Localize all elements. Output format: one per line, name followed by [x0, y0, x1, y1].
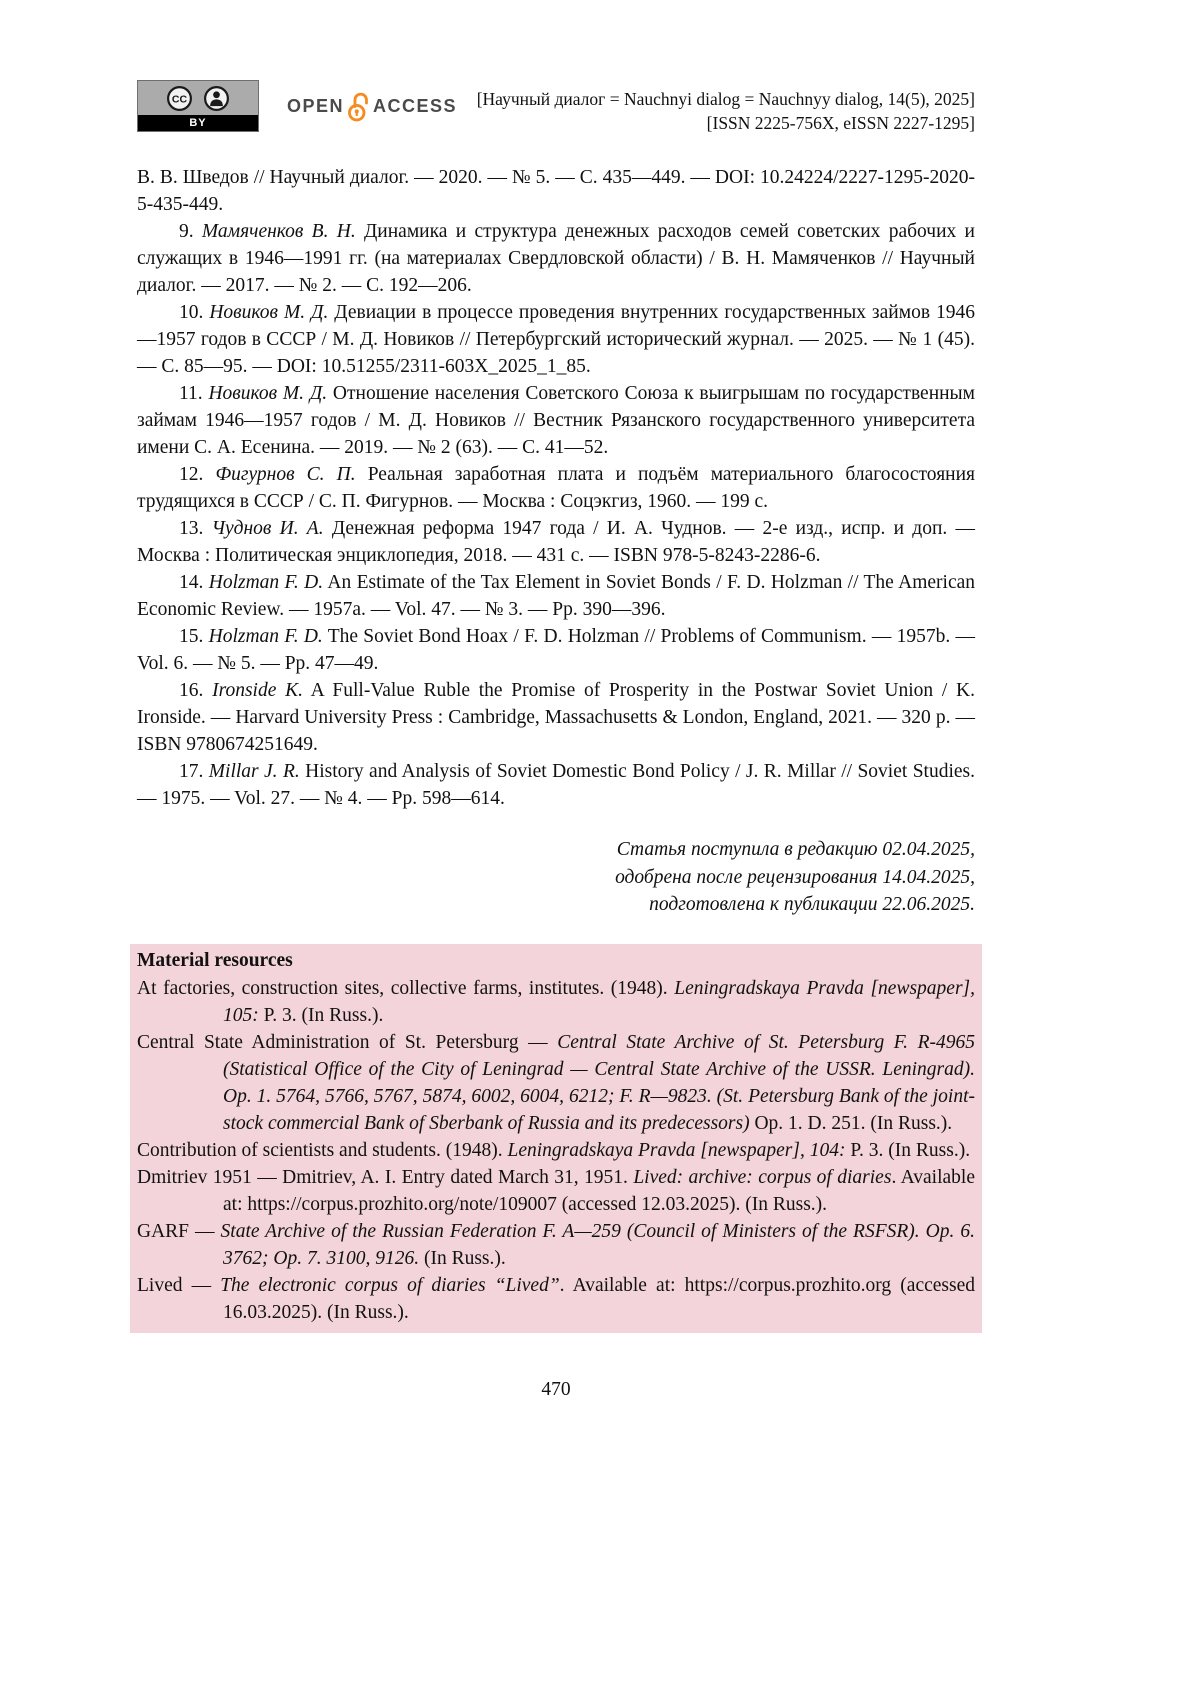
cc-badge-icons [138, 81, 258, 115]
references-list [137, 164, 975, 812]
plain-text: A Full-Value Ruble the Promise of Prosperity in the Postwar Soviet Union / K. Ironside. — Harvard University Press : Cambridge, Massachusetts & London, England, 2021. — 320 p. — ISBN 9780674251649. [137, 680, 976, 755]
plain-text: 15. [179, 626, 209, 647]
plain-text: . Available at: https://corpus.prozhito.org/note/109007 (accessed 12.03.2025). (In Russ.). [223, 1166, 975, 1215]
plain-text: 9. [179, 221, 202, 242]
reference-item [137, 299, 975, 380]
plain-text: Lived — [137, 1274, 221, 1296]
plain-text: Central State Administration of St. Petersburg — [137, 1031, 558, 1053]
material-entry [137, 975, 975, 1029]
open-lock-icon [347, 91, 370, 122]
plain-text: An Estimate of the Tax Element in Soviet Bonds / F. D. Holzman // The American Economic Review. — 1957a. — Vol. 47. — № 3. — Pp. 390—396. [137, 572, 976, 620]
plain-text: 13. [179, 518, 212, 539]
material-entry [137, 1029, 975, 1137]
submission-note [137, 836, 975, 919]
cc-by-label: BY [138, 115, 258, 131]
italic-text: Фигурнов С. П. [215, 464, 356, 485]
plain-text: The Soviet Bond Hoax / F. D. Holzman // Problems of Communism. — 1957b. — Vol. 6. — № 5. — Pp. 47—49. [137, 626, 975, 674]
journal-info [477, 80, 975, 135]
plain-text: 16. [179, 680, 213, 701]
italic-text: Leningradskaya Pravda [newspaper], 105: [223, 977, 975, 1026]
plain-text: GARF — [137, 1220, 221, 1242]
italic-text: Millar J. R. [208, 761, 300, 782]
plain-text: Отношение населения Советского Союза к выигрышам по государственным займам 1946—1957 годов / М. Д. Новиков // Вестник Рязанского государственного университета имени С. А. Есенина. — 2019. — № 2 (63). — С. 41—52. [137, 383, 976, 458]
cc-icon [166, 85, 193, 112]
material-entry [137, 1272, 975, 1326]
italic-text: Мамяченков В. Н. [201, 221, 356, 242]
italic-text: Leningradskaya Pravda [newspaper], 104: [507, 1139, 846, 1161]
page-header [137, 80, 975, 135]
plain-text: Динамика и структура денежных расходов семей советских рабочих и служащих в 1946—1991 гг. (на материалах Свердловской области) / В. Н. Мамяченков // Научный диалог. — 2017. — № 2. — С. 192—206. [137, 221, 975, 296]
submission-date-line: Статья поступила в редакцию 02.04.2025, [616, 839, 975, 860]
reference-item [137, 461, 975, 515]
page-number: 470 [541, 1378, 571, 1400]
plain-text: At factories, construction sites, collective farms, institutes. (1948). [137, 977, 675, 999]
plain-text: (In Russ.). [419, 1247, 506, 1269]
italic-text: Holzman F. D. [208, 572, 324, 593]
plain-text: 14. [179, 572, 209, 593]
italic-text: Lived: archive: corpus of diaries [633, 1166, 892, 1188]
reference-item [137, 623, 975, 677]
submission-date-line: подготовлена к публикации 22.06.2025. [649, 894, 975, 915]
reference-item [137, 164, 975, 218]
license-badges [137, 80, 457, 132]
reference-item [137, 569, 975, 623]
italic-text: Central State Archive of St. Petersburg F. R-4965 (Statistical Office of the City of Leningrad — Central State Archive of the USSR. Leningrad). Op. 1. 5764, 5766, 5767, 5874, 6002, 6004, 6212; F. R—9823. (St. Petersburg Bank of the joint-stock commercial Bank of Sberbank of Russia and its predecessors) [223, 1031, 975, 1134]
material-entry [137, 1218, 975, 1272]
plain-text: . Available at: https://corpus.prozhito.org (accessed 16.03.2025). (In Russ.). [223, 1274, 975, 1323]
journal-info-line1: [Научный диалог = Nauchnyi dialog = Nauchnyy dialog, 14(5), 2025] [476, 89, 975, 109]
plain-text: Реальная заработная плата и подъём материального благосостояния трудящихся в СССР / С. П. Фигурнов. — Москва : Соцэкгиз, 1960. — 199 с. [137, 464, 975, 512]
open-access-word-access: ACCESS [373, 95, 458, 116]
reference-item [137, 515, 975, 569]
person-icon [203, 85, 230, 112]
plain-text: Contribution of scientists and students. (1948). [137, 1139, 508, 1161]
reference-item [137, 218, 975, 299]
reference-item [137, 380, 975, 461]
page-content [137, 0, 975, 1401]
plain-text: 12. [179, 464, 216, 485]
material-entry [137, 1137, 975, 1164]
italic-text: Новиков М. Д. [209, 302, 329, 323]
italic-text: The electronic corpus of diaries “Lived” [220, 1274, 560, 1296]
plain-text: Dmitriev 1951 — Dmitriev, A. I. Entry dated March 31, 1951. [137, 1166, 634, 1188]
plain-text: Девиации в процессе проведения внутренних государственных займов 1946—1957 годов в СССР / М. Д. Новиков // Петербургский исторический журнал. — 2025. — № 1 (45). — С. 85—95. — DOI: 10.51255/2311-603X_2025_1_85. [137, 302, 975, 377]
italic-text: Чуднов И. А. [211, 518, 324, 539]
plain-text: P. 3. (In Russ.). [845, 1139, 971, 1161]
references-section [137, 164, 975, 812]
italic-text: Holzman F. D. [208, 626, 323, 647]
material-resources-title: Material resources [137, 949, 293, 971]
italic-text: Ironside K. [212, 680, 303, 701]
plain-text: 17. [179, 761, 209, 782]
material-resources-section [130, 944, 982, 1333]
italic-text: Новиков М. Д. [208, 383, 328, 404]
open-access-logo [287, 81, 457, 131]
journal-info-line2: [ISSN 2225-756X, eISSN 2227-1295] [706, 113, 975, 133]
plain-text: Денежная реформа 1947 года / И. А. Чуднов. — 2-е изд., испр. и доп. — Москва : Политическая энциклопедия, 2018. — 431 с. — ISBN 978-5-8243-2286-6. [137, 518, 976, 566]
plain-text: 11. [179, 383, 209, 404]
reference-item [137, 677, 975, 758]
open-access-word-open: OPEN [287, 95, 345, 116]
submission-date-line: одобрена после рецензирования 14.04.2025, [615, 866, 975, 888]
reference-item [137, 758, 975, 812]
svg-text:CC: CC [171, 93, 188, 106]
italic-text: State Archive of the Russian Federation F. A—259 (Council of Ministers of the RSFSR). Op. 6. 3762; Op. 7. 3100, 9126. [220, 1220, 975, 1269]
plain-text: History and Analysis of Soviet Domestic Bond Policy / J. R. Millar // Soviet Studies. — 1975. — Vol. 27. — № 4. — Pp. 598—614. [137, 761, 975, 809]
plain-text: Op. 1. D. 251. (In Russ.). [749, 1112, 953, 1134]
plain-text: 10. [179, 302, 210, 323]
material-entry [137, 1164, 975, 1218]
plain-text: P. 3. (In Russ.). [258, 1004, 384, 1026]
plain-text: В. В. Шведов // Научный диалог. — 2020. — № 5. — С. 435—449. — DOI: 10.24224/2227-1295-2020-5-435-449. [137, 167, 975, 215]
material-resources-list [137, 975, 975, 1326]
cc-by-badge [137, 80, 259, 132]
